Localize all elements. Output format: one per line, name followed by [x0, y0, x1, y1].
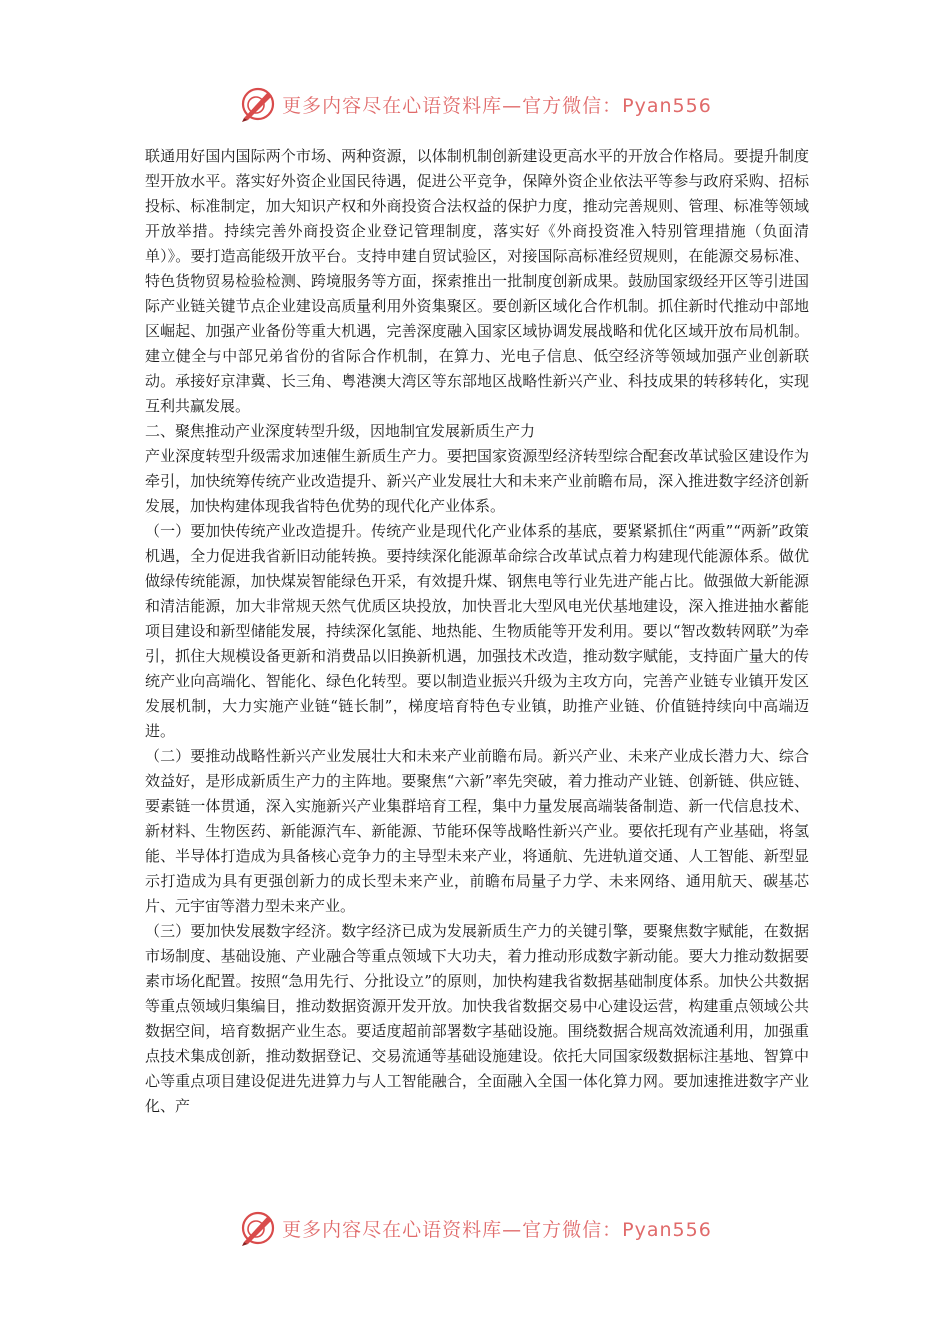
section-heading-2: 二、聚焦推动产业深度转型升级，因地制宜发展新质生产力	[145, 422, 536, 440]
pen-logo-icon	[238, 84, 278, 124]
watermark-text: 更多内容尽在心语资料库—官方微信：Pyan556	[282, 94, 712, 117]
pen-logo-icon	[238, 1208, 278, 1248]
paragraph-emerging-industry: （二）要推动战略性新兴产业发展壮大和未来产业前瞻布局。新兴产业、未来产业成长潜力大、综合效益好，是形成新质生产力的主阵地。要聚焦“六新”率先突破，着力推动产业链、创新链、供应链、要素链一体贯通，深入实施新兴产业集群培育工程，集中力量发展高端装备制造、新一代信息技术、新材料、生物医药、新能源汽车、新能源、节能环保等战略性新兴产业。要依托现有产业基础，将氢能、半导体打造成为具备核心竞争力的主导型未来产业，将通航、先进轨道交通、人工智能、新型显示打造成为具有更强创新力的成长型未来产业，前瞻布局量子力学、未来网络、通用航天、碳基芯片、元宇宙等潜力型未来产业。	[145, 747, 809, 915]
watermark-text: 更多内容尽在心语资料库—官方微信：Pyan556	[282, 1218, 712, 1241]
paragraph-open-cooperation: 联通用好国内国际两个市场、两种资源，以体制机制创新建设更高水平的开放合作格局。要提升制度型开放水平。落实好外资企业国民待遇，促进公平竞争，保障外资企业依法平等参与政府采购、招标投标、标准制定，加大知识产权和外商投资合法权益的保护力度，推动完善规则、管理、标准等领域开放举措。持续完善外商投资企业登记管理制度，落实好《外商投资准入特别管理措施（负面清单）》。要打造高能级开放平台。支持申建自贸试验区，对接国际高标准经贸规则，在能源交易标准、特色货物贸易检验检测、跨境服务等方面，探索推出一批制度创新成果。鼓励国家级经开区等引进国际产业链关键节点企业建设高质量利用外资集聚区。要创新区域化合作机制。抓住新时代推动中部地区崛起、加强产业备份等重大机遇，完善深度融入国家区域协调发展战略和优化区域开放布局机制。建立健全与中部兄弟省份的省际合作机制，在算力、光电子信息、低空经济等领域加强产业创新联动。承接好京津冀、长三角、粤港澳大湾区等东部地区战略性新兴产业、科技成果的转移转化，实现互利共赢发展。	[145, 147, 809, 415]
document-body	[145, 144, 809, 1119]
paragraph-industry-upgrade: 产业深度转型升级需求加速催生新质生产力。要把国家资源型经济转型综合配套改革试验区建设作为牵引，加快统筹传统产业改造提升、新兴产业发展壮大和未来产业前瞻布局，深入推进数字经济创新发展，加快构建体现我省特色优势的现代化产业体系。	[145, 447, 809, 515]
paragraph-traditional-industry: （一）要加快传统产业改造提升。传统产业是现代化产业体系的基底，要紧紧抓住“两重”“两新”政策机遇，全力促进我省新旧动能转换。要持续深化能源革命综合改革试点着力构建现代能源体系。做优做绿传统能源，加快煤炭智能绿色开采，有效提升煤、钢焦电等行业先进产能占比。做强做大新能源和清洁能源，加大非常规天然气优质区块投放，加快晋北大型风电光伏基地建设，深入推进抽水蓄能项目建设和新型储能发展，持续深化氢能、地热能、生物质能等开发利用。要以“智改数转网联”为牵引，抓住大规模设备更新和消费品以旧换新机遇，加强技术改造，推动数字赋能，支持面广量大的传统产业向高端化、智能化、绿色化转型。要以制造业振兴升级为主攻方向，完善产业链专业镇开发区发展机制，大力实施产业链“链长制”，梯度培育特色专业镇，助推产业链、价值链持续向中高端迈进。	[145, 522, 809, 740]
paragraph-digital-economy: （三）要加快发展数字经济。数字经济已成为发展新质生产力的关键引擎，要聚焦数字赋能，在数据市场制度、基础设施、产业融合等重点领域下大功夫，着力推动形成数字新动能。要大力推动数据要素市场化配置。按照“急用先行、分批设立”的原则，加快构建我省数据基础制度体系。加快公共数据等重点领域归集编目，推动数据资源开发开放。加快我省数据交易中心建设运营，构建重点领域公共数据空间，培育数据产业生态。要适度超前部署数字基础设施。围绕数据合规高效流通利用，加强重点技术集成创新，推动数据登记、交易流通等基础设施建设。依托大同国家级数据标注基地、智算中心等重点项目建设促进先进算力与人工智能融合，全面融入全国一体化算力网。要加速推进数字产业化、产	[145, 922, 809, 1115]
header-watermark-banner	[0, 82, 950, 126]
footer-watermark-banner	[0, 1206, 950, 1250]
